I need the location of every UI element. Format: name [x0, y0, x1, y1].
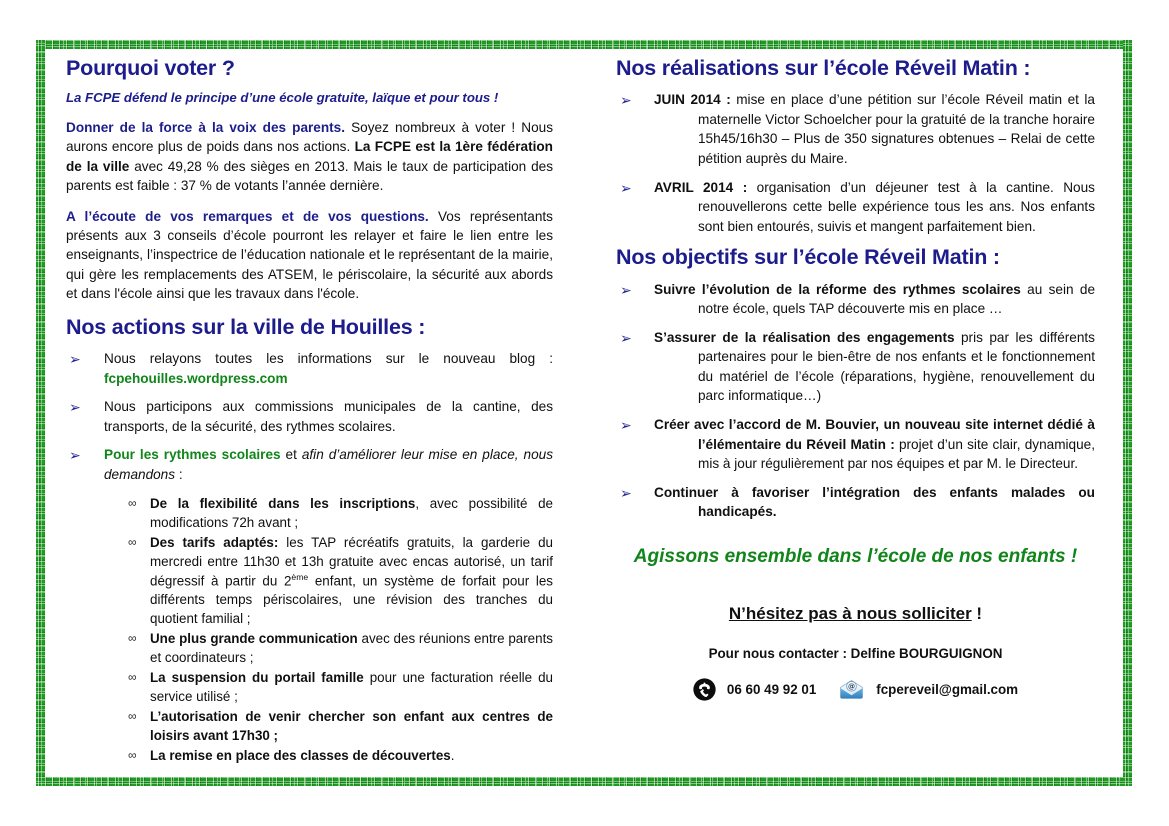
paragraph-1-text-c: avec 49,28 % des sièges en 2013. Mais le taux de participation des parents est faible : 37 % de votants l’année dernière.: [66, 158, 553, 194]
action-2-text: Nous participons aux commissions municipales de la cantine, des transports, de la sécurité, des rythmes scolaires.: [104, 399, 553, 434]
realisations-list: [616, 90, 1095, 236]
action-item-rythmes: [66, 445, 553, 484]
arrow-bullet-icon: ➢: [620, 484, 632, 501]
objectif-3-rest: projet d’un site clair, dynamique, mis à jour régulièrement par nos équipes et par M. le Directeur.: [698, 436, 1095, 472]
left-column: [66, 56, 553, 766]
action-item-blog: [66, 349, 553, 388]
objectif-4-bold: Continuer à favoriser l’intégration des enfants malades ou handicapés.: [654, 484, 1095, 520]
infinity-bullet-icon: ∞: [128, 631, 137, 646]
svg-text:@: @: [848, 681, 856, 691]
action-3-italic: afin d’améliorer leur mise en place, nous demandons: [104, 447, 554, 482]
demand-4-rest: pour une facturation réelle du service utilisé ;: [150, 670, 553, 705]
demand-2-rest2: enfant, un système de forfait pour les différents temps périscolaires, une révision des tranches du quotient familial ;: [150, 573, 554, 627]
arrow-bullet-icon: ➢: [620, 329, 632, 346]
paragraph-2-lead: A l’écoute de vos remarques et de vos questions.: [66, 208, 429, 224]
demand-6-rest: .: [450, 748, 455, 764]
closing-slogan: Agissons ensemble dans l’école de nos enfants !: [633, 545, 1078, 567]
contact-phone: [693, 678, 816, 701]
demand-1-rest: , avec possibilité de modifications 72h avant ;: [150, 495, 553, 530]
infinity-bullet-icon: ∞: [128, 709, 137, 724]
subtitle-slogan: La FCPE défend le principe d’une école gratuite, laïque et pour tous !: [66, 90, 499, 106]
demand-3-rest: avec des réunions entre parents et coordinateurs ;: [150, 631, 553, 666]
demands-list: [66, 494, 553, 766]
email-address[interactable]: fcpereveil@gmail.com: [876, 681, 1019, 697]
objectif-item-integration: [616, 483, 1095, 522]
realisation-1-bold: JUIN 2014 :: [654, 92, 731, 108]
objectif-item-site-internet: [616, 415, 1095, 474]
arrow-bullet-icon: ➢: [69, 351, 81, 368]
realisation-2-bold: AVRIL 2014 :: [654, 179, 748, 195]
demand-item-classes-decouvertes: [128, 746, 553, 765]
solicit-tail: !: [971, 603, 983, 623]
infinity-bullet-icon: ∞: [128, 748, 137, 763]
demand-item-tarifs: [128, 533, 553, 629]
demand-item-flexibilite: [128, 494, 553, 532]
objectifs-list: [616, 280, 1095, 522]
action-3-green-bold: Pour les rythmes scolaires: [104, 447, 281, 463]
action-1-text: Nous relayons toutes les informations sur le nouveau blog :: [104, 351, 553, 367]
solicit-underlined-text: N’hésitez pas à nous solliciter: [728, 603, 972, 623]
demand-item-communication: [128, 629, 553, 667]
demand-2-ordinal-superscript: ème: [291, 571, 309, 582]
paragraph-ecoute: [66, 207, 553, 304]
demand-6-bold: La remise en place des classes de découvertes: [150, 748, 451, 764]
action-item-commissions: [66, 397, 553, 436]
right-column: [616, 56, 1095, 701]
paragraph-1-lead: Donner de la force à la voix des parents.: [66, 119, 346, 135]
demand-2-bold: Des tarifs adaptés:: [150, 534, 279, 550]
phone-number[interactable]: 06 60 49 92 01: [726, 681, 817, 697]
action-3-tail: :: [175, 466, 183, 482]
contact-email: [838, 678, 1018, 700]
action-3-plain: et: [280, 447, 302, 463]
realisation-2-rest: organisation d’un déjeuner test à la cantine. Nous renouvellerons cette belle expérience tous les ans. Nos enfants sont bien entourés, suivis et mangent parfaitement bien.: [698, 179, 1095, 234]
objectif-3-bold: Créer avec l’accord de M. Bouvier, un nouveau site internet dédié à l’élémentaire du Réveil Matin :: [654, 417, 1095, 452]
objectif-1-rest: au sein de notre école, quels TAP découverte mis en place …: [698, 281, 1095, 317]
actions-list: [66, 349, 553, 484]
page-title: Pourquoi voter ?: [66, 56, 235, 80]
contact-person-label: Pour nous contacter : Delfine BOURGUIGNON: [708, 645, 1003, 661]
email-icon: [838, 678, 865, 700]
realisation-item-juin-2014: [616, 90, 1095, 168]
arrow-bullet-icon: ➢: [620, 179, 632, 196]
arrow-bullet-icon: ➢: [69, 447, 81, 464]
objectif-2-bold: S’assurer de la réalisation des engagements: [654, 329, 955, 345]
arrow-bullet-icon: ➢: [620, 281, 632, 298]
demand-3-bold: Une plus grande communication: [150, 631, 358, 647]
solicit-heading: [616, 604, 1095, 624]
infinity-bullet-icon: ∞: [128, 495, 137, 510]
contact-details-row: [616, 678, 1095, 701]
paragraph-2-text: Vos représentants présents aux 3 conseils d’école pourront les relayer et faire le lien entre les enseignants, l’inspectrice de l’éducation nationale et le représentant de la mairie, qui gère les remplacements des ATSEM, le périscolaire, la sécurité aux abords et dans l'école ainsi que les travaux dans l'école.: [66, 208, 553, 302]
phone-icon: [693, 678, 716, 701]
objectif-2-rest: pris par les différents partenaires pour le bien-être de nos enfants et le fonctionnement du matériel de l’école (réparations, hygiène, renouvellement du parc informatique…): [698, 329, 1095, 404]
demand-5-bold: L’autorisation de venir chercher son enfant aux centres de loisirs avant 17h30 ;: [150, 709, 553, 744]
arrow-bullet-icon: ➢: [620, 92, 632, 109]
demand-4-bold: La suspension du portail famille: [150, 670, 364, 686]
objectif-item-reforme-rythmes: [616, 280, 1095, 319]
realisation-item-avril-2014: [616, 178, 1095, 237]
objectifs-section-title: Nos objectifs sur l’école Réveil Matin :: [616, 245, 1000, 270]
paragraph-1-bold-b: La FCPE est la 1ère fédération de la ville: [66, 139, 553, 174]
paragraph-donner-force: [66, 118, 553, 196]
arrow-bullet-icon: ➢: [620, 417, 632, 434]
infinity-bullet-icon: ∞: [128, 670, 137, 685]
demand-item-portail-famille: [128, 668, 553, 706]
realisation-1-rest: mise en place d’une pétition sur l’école Réveil matin et la maternelle Victor Schoelcher pour la gratuité de la tranche horaire 15h45/16h30 – Plus de 350 signatures obtenues – Relai de cette pétition auprès du Maire.: [698, 92, 1095, 167]
infinity-bullet-icon: ∞: [128, 534, 137, 549]
paragraph-1-text-a: Soyez nombreux à voter ! Nous aurons encore plus de poids dans nos actions.: [66, 119, 554, 155]
actions-section-title: Nos actions sur la ville de Houilles :: [66, 314, 426, 339]
arrow-bullet-icon: ➢: [69, 399, 81, 416]
objectif-item-engagements: [616, 328, 1095, 406]
demand-1-bold: De la flexibilité dans les inscriptions: [150, 495, 416, 511]
demand-2-rest: les TAP récréatifs gratuits, la garderie du mercredi entre 11h30 et 13h gratuite avec encas autorisé, un tarif dégressif à partir du 2: [150, 534, 553, 589]
objectif-1-bold: Suivre l’évolution de la réforme des rythmes scolaires: [654, 281, 1021, 297]
realisations-section-title: Nos réalisations sur l’école Réveil Matin :: [616, 56, 1031, 80]
blog-url-link[interactable]: fcpehouilles.wordpress.com: [104, 370, 288, 386]
demand-item-autorisation: [128, 707, 553, 745]
